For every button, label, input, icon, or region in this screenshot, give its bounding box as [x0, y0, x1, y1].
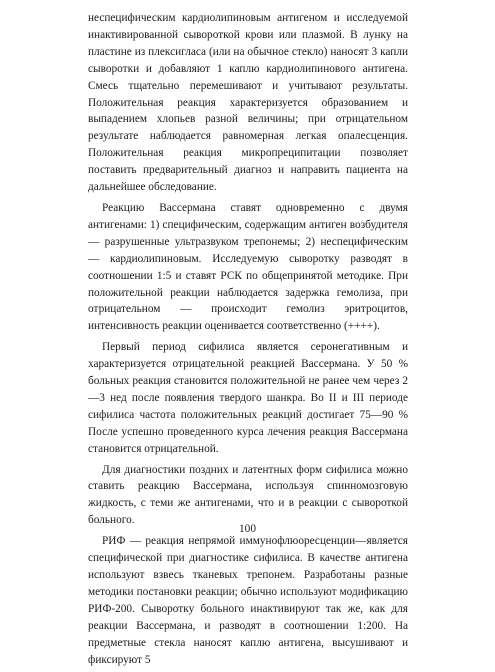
- body-text: [88, 10, 408, 672]
- paragraph-microprecipitation: неспецифическим кардиолипиновым антигеном и исследуемой инактивированной сывороткой крови или плазмой. В лунку на пластине из плексигласа (или на обычное стекло) наносят 3 капли сыворотки и добавляют 1 каплю кардиолипинового антигена. Смесь тщательно перемешивают и учитывают результаты. Положительная реакция характеризуется образованием и выпадением хлопьев разной величины; при отрицательном результате наблюдается равномерная легкая опалесценция. Положительная реакция микропреципитации позволяет поставить предварительный диагноз и направить пациента на дальнейшее обследование.: [88, 12, 408, 194]
- paragraph-late-forms: Для диагностики поздних и латентных форм сифилиса можно ставить реакцию Вассермана, используя спинномозговую жидкость, с теми же антигенами, что и в реакции с сывороткой больного.: [88, 463, 408, 527]
- page-number: 100: [239, 523, 256, 535]
- paragraph-primary-period: Первый период сифилиса является серонегативным и характеризуется отрицательной реакцией Вассермана. У 50 % больных реакция становится положительной не ранее чем через 2—3 нед после появления твердого шанкра. Во II и III периоде сифилиса частота положительных реакций достигает 75—90 % После успешно проведенного курса лечения реакция Вассермана становится отрицательной.: [88, 341, 408, 455]
- paragraph-rif: РИФ — реакция непрямой иммунофлюоресценции—является специфической при диагностике сифилиса. В качестве антигена используют взвесь тканевых трепонем. Разработаны разные методики постановки реакции; обычно используют модификацию РИФ-200. Сыворотку больного инактивируют так же, как для реакции Вассермана, и разводят в соотношении 1:200. На предметные стекла наносят каплю антигена, высушивают и фиксируют 5: [88, 535, 408, 666]
- paragraph-wassermann-method: Реакцию Вассермана ставят одновременно с двумя антигенами: 1) специфическим, содержащим антиген возбудителя— разрушенные ультразвуком трепонемы; 2) неспецифическим — кардиолипиновым. Исследуемую сыворотку разводят в соотношении 1:5 и ставят РСК по общепринятой методике. При положительной реакции наблюдается задержка гемолиза, при отрицательном — происходит гемолиз эритроцитов, интенсивность реакции оценивается соответственно (++++).: [88, 201, 408, 333]
